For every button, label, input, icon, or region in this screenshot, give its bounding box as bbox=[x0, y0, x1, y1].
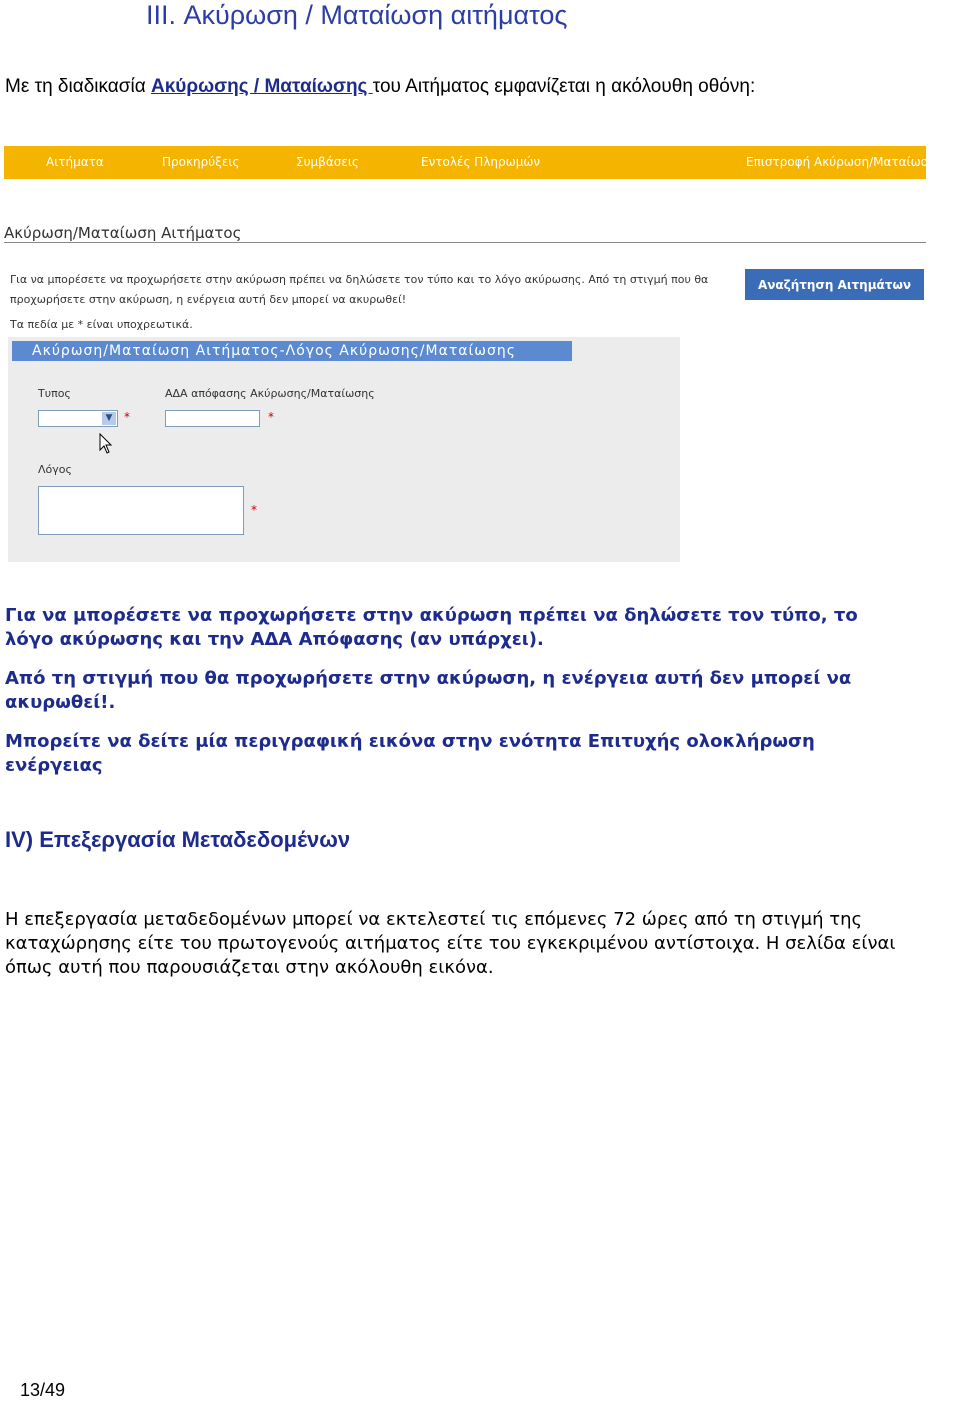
embedded-screenshot bbox=[4, 146, 936, 566]
top-nav-bar bbox=[4, 146, 936, 179]
nav-item-contracts[interactable]: Συμβάσεις bbox=[296, 155, 359, 169]
required-marker: * bbox=[124, 410, 130, 424]
metadata-section-heading: IV) Επεξεργασία Μεταδεδομένων bbox=[5, 827, 351, 852]
ada-label: ΑΔΑ απόφασης Ακύρωσης/Ματαίωσης bbox=[165, 387, 375, 400]
instruction-note-1: Για να μπορέσετε να προχωρήσετε στην ακύρωση πρέπει να δηλώσετε τον τύπο και το λόγο ακύρωσης. Από τη στιγμή που θα bbox=[10, 273, 709, 286]
screen-section-title: Ακύρωση/Ματαίωση Αιτήματος bbox=[4, 224, 242, 242]
type-select[interactable] bbox=[38, 410, 118, 427]
paragraph-line: Για να μπορέσετε να προχωρήσετε στην ακύρωση πρέπει να δηλώσετε τον τύπο, το bbox=[5, 605, 858, 626]
type-label: Τυπος bbox=[38, 387, 71, 400]
intro-suffix: του Αιτήματος εμφανίζεται η ακόλουθη οθόνη: bbox=[372, 76, 756, 97]
nav-back-link[interactable]: Επιστροφή Ακύρωση/Ματαίωση bbox=[746, 155, 936, 169]
nav-item-announcements[interactable]: Προκηρύξεις bbox=[162, 155, 240, 169]
required-fields-note: Τα πεδία με * είναι υποχρεωτικά. bbox=[10, 318, 193, 331]
body-line: όπως αυτή που παρουσιάζεται στην ακόλουθη εικόνα. bbox=[5, 957, 494, 978]
panel-header: Ακύρωση/Ματαίωση Αιτήματος-Λόγος Ακύρωσης/Ματαίωσης bbox=[12, 341, 572, 361]
ada-input[interactable] bbox=[165, 410, 260, 427]
nav-item-payment-orders[interactable]: Εντολές Πληρωμών bbox=[421, 155, 541, 169]
body-line: καταχώρησης είτε του πρωτογενούς αιτήματος είτε του εγκεκριμένου αντίστοιχα. Η σελίδα είναι bbox=[5, 933, 896, 954]
paragraph-line: Μπορείτε να δείτε μία περιγραφική εικόνα στην ενότητα Επιτυχής ολοκλήρωση bbox=[5, 731, 815, 752]
intro-paragraph bbox=[5, 76, 755, 98]
intro-link: Ακύρωσης / Ματαίωσης bbox=[150, 76, 373, 97]
required-marker: * bbox=[268, 410, 274, 424]
intro-prefix: Με τη διαδικασία bbox=[5, 76, 151, 97]
search-requests-button[interactable]: Αναζήτηση Αιτημάτων bbox=[745, 269, 924, 300]
required-marker: * bbox=[251, 503, 257, 517]
mouse-cursor-icon bbox=[99, 433, 113, 455]
cancellation-form-panel bbox=[8, 337, 680, 562]
page-number: 13/49 bbox=[20, 1380, 66, 1400]
chevron-down-icon[interactable]: ▼ bbox=[102, 412, 116, 425]
paragraph-declare-type bbox=[5, 604, 858, 652]
paragraph-line: ακυρωθεί!. bbox=[5, 692, 116, 713]
section-divider bbox=[4, 242, 926, 243]
body-line: Η επεξεργασία μεταδεδομένων μπορεί να εκτελεστεί τις επόμενες 72 ώρες από τη στιγμή της bbox=[5, 909, 863, 930]
section-heading: III. Ακύρωση / Ματαίωση αιτήματος bbox=[146, 0, 568, 30]
paragraph-irreversible bbox=[5, 667, 851, 715]
nav-item-requests[interactable]: Αιτήματα bbox=[46, 155, 104, 169]
reason-textarea[interactable] bbox=[38, 486, 244, 535]
paragraph-line: Από τη στιγμή που θα προχωρήσετε στην ακύρωση, η ενέργεια αυτή δεν μπορεί να bbox=[5, 668, 852, 689]
reason-label: Λόγος bbox=[38, 463, 72, 476]
paragraph-see-image bbox=[5, 730, 815, 778]
instruction-note-2: προχωρήσετε στην ακύρωση, η ενέργεια αυτή δεν μπορεί να ακυρωθεί! bbox=[10, 293, 407, 306]
paragraph-line: λόγο ακύρωσης και την ΑΔΑ Απόφασης (αν υπάρχει). bbox=[5, 629, 544, 650]
paragraph-line: ενέργειας bbox=[5, 755, 103, 776]
